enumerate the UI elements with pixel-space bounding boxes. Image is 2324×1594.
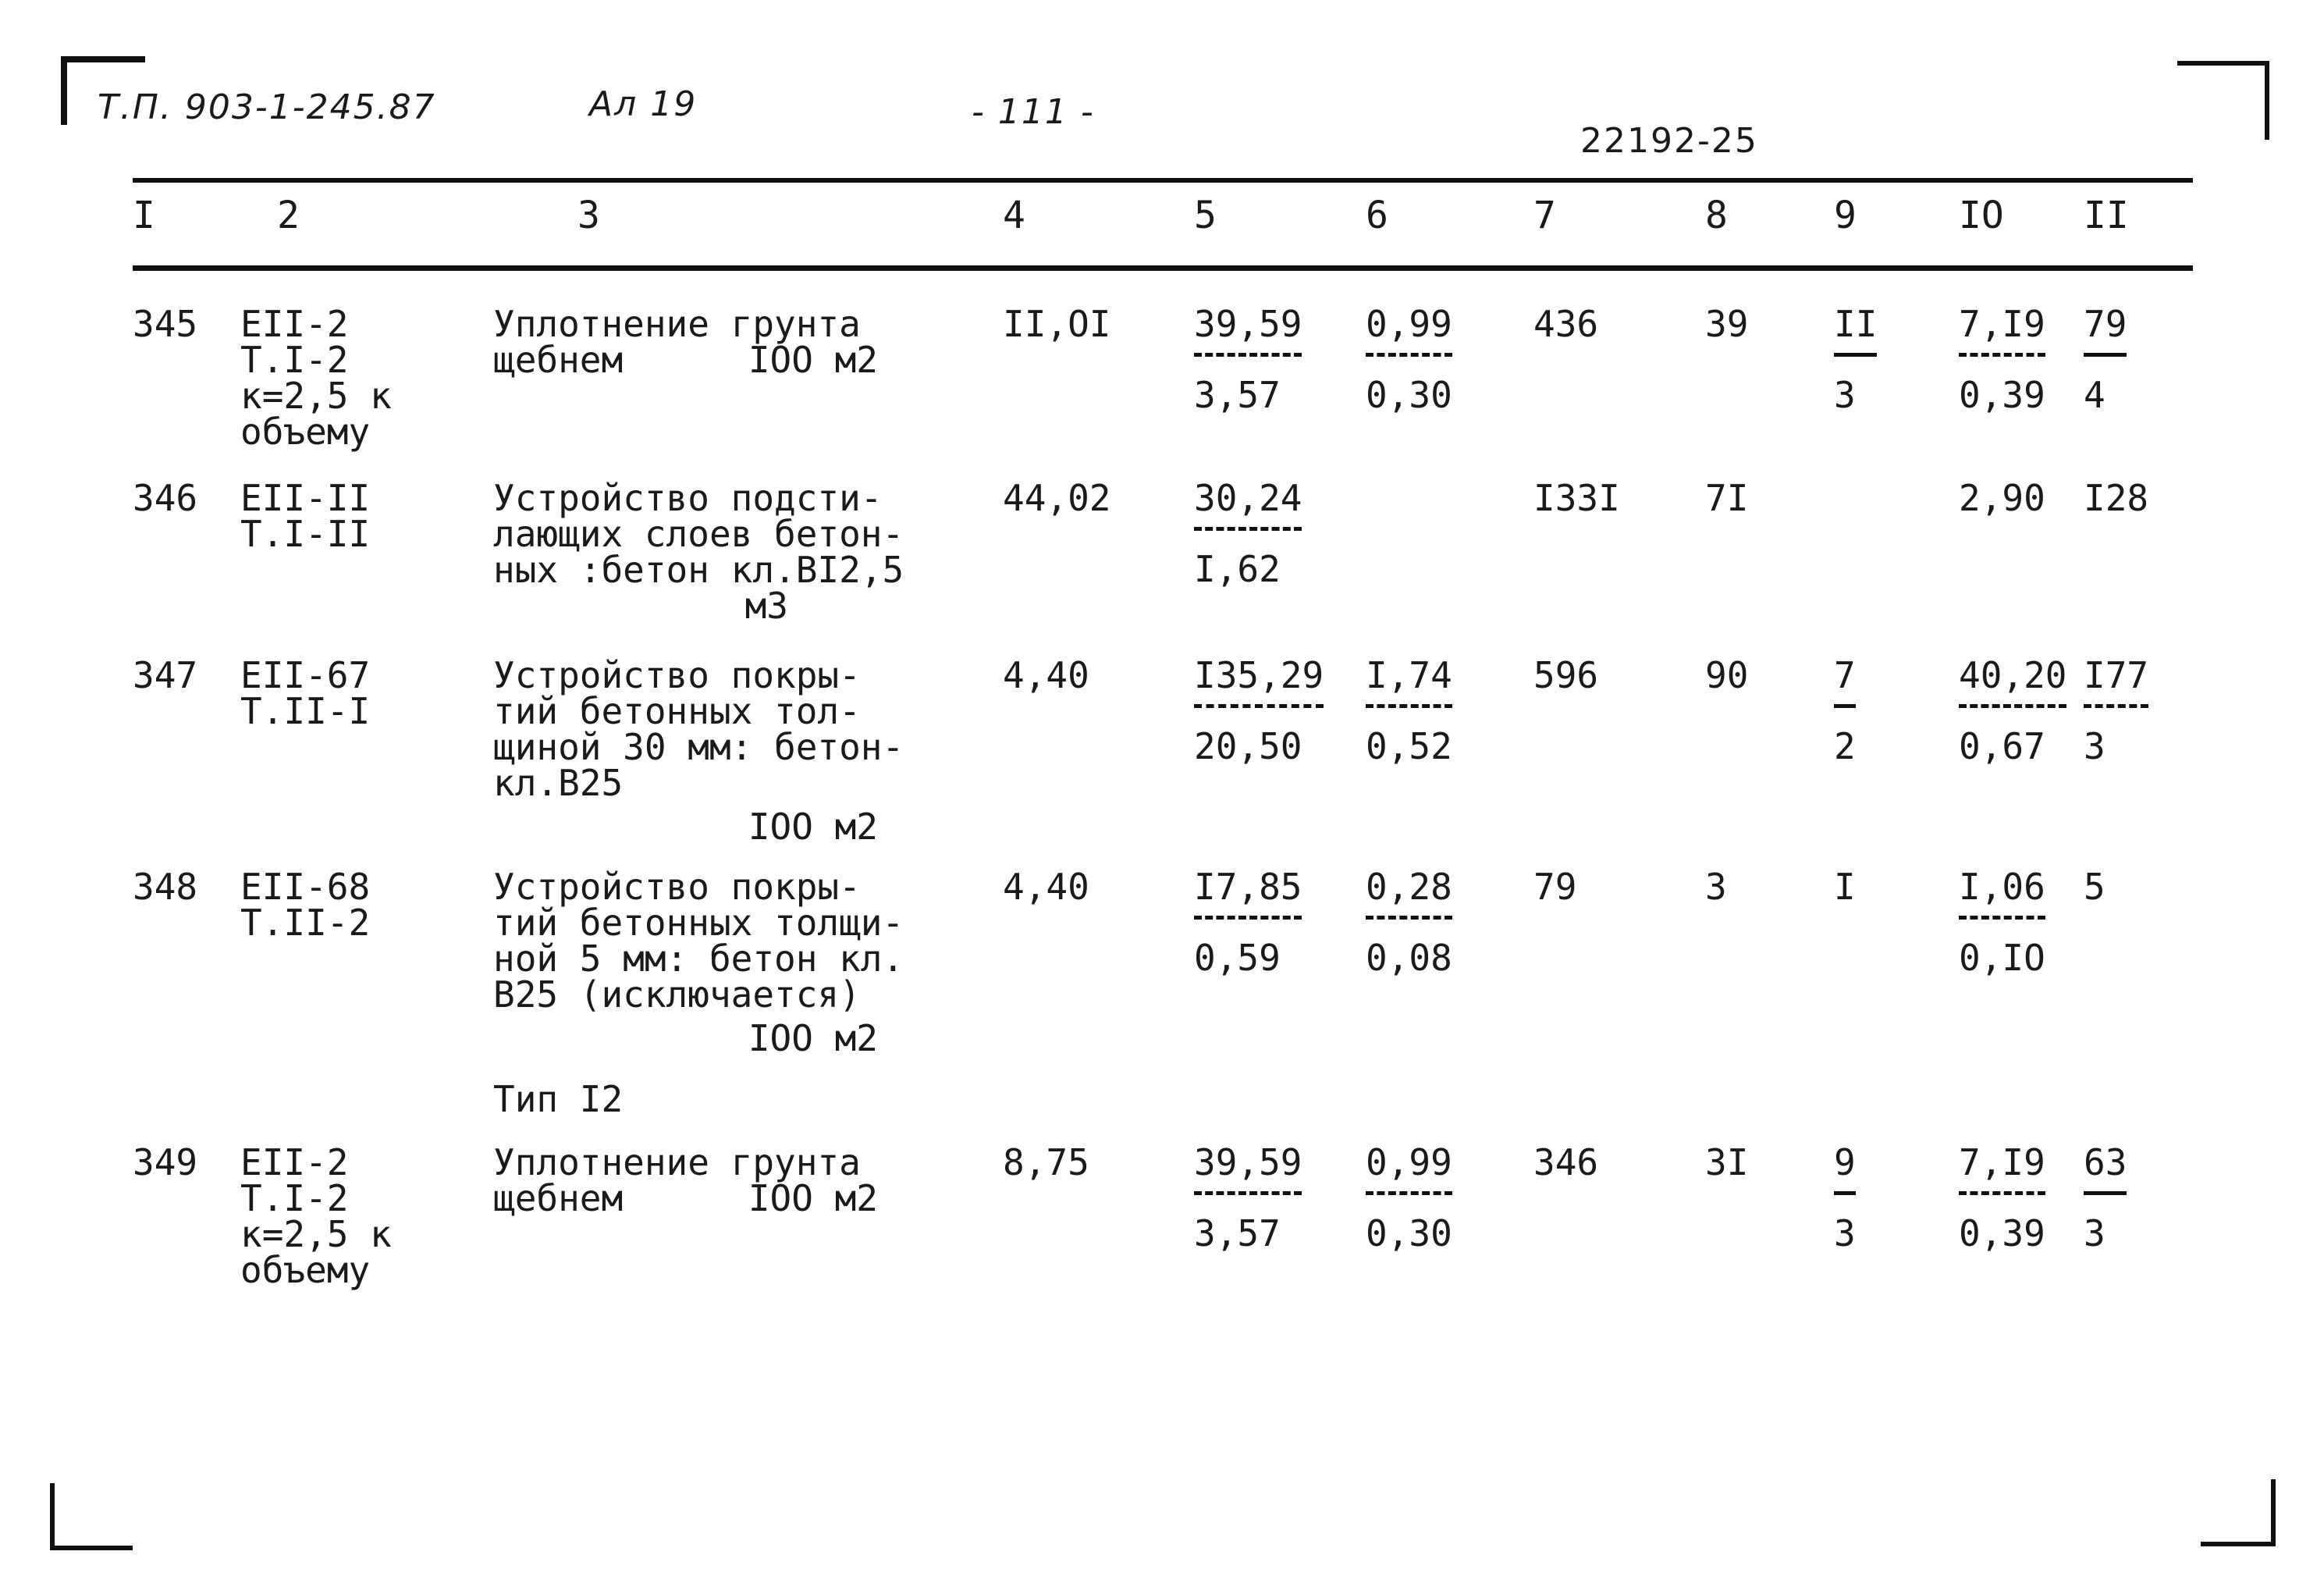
frame-corner-bottom-right bbox=[2201, 1479, 2276, 1546]
cell-c5-fraction bbox=[1194, 654, 1324, 767]
work-description-line: лающих слоев бетон- bbox=[493, 513, 904, 555]
type-label: Тип I2 bbox=[493, 1078, 624, 1120]
cell-c11-fraction bbox=[2084, 1141, 2127, 1254]
fraction-bar bbox=[1366, 916, 1452, 924]
column-number-7: 7 bbox=[1533, 194, 1556, 237]
norm-code-line: ЕII-68 bbox=[240, 866, 371, 908]
norm-code-line: Т.I-2 bbox=[240, 339, 349, 381]
work-description-line: щебнем bbox=[493, 1177, 624, 1219]
work-description-line: Устройство покры- bbox=[493, 654, 861, 696]
column-number-6: 6 bbox=[1366, 194, 1388, 237]
cell-c4: 4,40 bbox=[1003, 654, 1089, 696]
cell-c8: 3I bbox=[1705, 1141, 1749, 1183]
cell-c10-top: I,06 bbox=[1959, 866, 2045, 908]
work-description-line: тий бетонных толщи- bbox=[493, 902, 904, 944]
cell-c11-bottom: 3 bbox=[2084, 1212, 2105, 1254]
cell-c4: 4,40 bbox=[1003, 866, 1089, 908]
row-number: 347 bbox=[133, 654, 198, 696]
cell-c10-top: 7,I9 bbox=[1959, 1141, 2045, 1183]
fraction-bar bbox=[1194, 1191, 1302, 1200]
norm-code-line: к=2,5 к bbox=[240, 375, 392, 417]
cell-c7: I33I bbox=[1533, 477, 1620, 519]
column-number-5: 5 bbox=[1194, 194, 1217, 237]
fraction-bar bbox=[1194, 353, 1302, 361]
cell-c4: II,OI bbox=[1003, 303, 1111, 345]
frame-corner-bottom-left bbox=[50, 1483, 133, 1550]
cell-c5-top: 39,59 bbox=[1194, 1141, 1302, 1183]
fraction-bar bbox=[1194, 704, 1324, 713]
column-number-1: I bbox=[133, 194, 155, 237]
cell-c5-top: 30,24 bbox=[1194, 477, 1302, 519]
norm-code-line: объему bbox=[240, 411, 371, 453]
cell-c9-bottom: 2 bbox=[1834, 725, 1856, 767]
row-number: 345 bbox=[133, 303, 198, 345]
cell-c11-fraction bbox=[2084, 654, 2149, 767]
row-number: 346 bbox=[133, 477, 198, 519]
column-number-10: IO bbox=[1959, 194, 2004, 237]
fraction-bar bbox=[1194, 916, 1302, 924]
column-number-4: 4 bbox=[1003, 194, 1025, 237]
cell-c9-bottom: 3 bbox=[1834, 1212, 1856, 1254]
work-description-line: Устройство подсти- bbox=[493, 477, 883, 519]
norm-code-line: ЕII-2 bbox=[240, 303, 349, 345]
column-number-9: 9 bbox=[1834, 194, 1857, 237]
cell-c10: 2,90 bbox=[1959, 477, 2045, 519]
cell-c5-bottom: I,62 bbox=[1194, 548, 1281, 590]
fraction-bar bbox=[1194, 527, 1302, 535]
work-description-line: В25 (исключается) bbox=[493, 973, 861, 1016]
fraction-bar bbox=[2084, 353, 2127, 361]
cell-c6-fraction bbox=[1366, 866, 1452, 979]
cell-c8: 39 bbox=[1705, 303, 1749, 345]
cell-c10-top: 40,20 bbox=[1959, 654, 2067, 696]
fraction-bar bbox=[1834, 353, 1877, 361]
cell-c6-bottom: 0,08 bbox=[1366, 937, 1452, 979]
cell-c6-bottom: 0,30 bbox=[1366, 1212, 1452, 1254]
cell-c5-fraction bbox=[1194, 477, 1302, 590]
cell-c7: 596 bbox=[1533, 654, 1599, 696]
cell-c6-top: 0,99 bbox=[1366, 303, 1452, 345]
cell-c5-bottom: 3,57 bbox=[1194, 374, 1281, 416]
fraction-bar bbox=[1366, 353, 1452, 361]
cell-c10-fraction bbox=[1959, 1141, 2045, 1254]
cell-c9: I bbox=[1834, 866, 1856, 908]
cell-c11-bottom: 3 bbox=[2084, 725, 2105, 767]
fraction-bar bbox=[2084, 1191, 2127, 1200]
cell-c9-bottom: 3 bbox=[1834, 374, 1856, 416]
cell-c9-top: II bbox=[1834, 303, 1878, 345]
cell-c6-top: I,74 bbox=[1366, 654, 1452, 696]
cell-c8: 7I bbox=[1705, 477, 1749, 519]
norm-code-line: к=2,5 к bbox=[240, 1213, 392, 1255]
cell-c5-fraction bbox=[1194, 1141, 1302, 1254]
album-number: Ал 19 bbox=[589, 84, 698, 124]
cell-c10-bottom: 0,39 bbox=[1959, 1212, 2045, 1254]
work-description-line: ных :бетон кл.ВI2,5 bbox=[493, 549, 904, 591]
cell-c11-top: 63 bbox=[2084, 1141, 2127, 1183]
unit-of-measure: IOO м2 bbox=[748, 1177, 878, 1219]
work-description-line: щиной 30 мм: бетон- bbox=[493, 726, 904, 768]
cell-c6-fraction bbox=[1366, 654, 1452, 767]
work-description-line: тий бетонных тол- bbox=[493, 690, 861, 732]
cell-c8: 3 bbox=[1705, 866, 1727, 908]
norm-code-line: Т.I-2 bbox=[240, 1177, 349, 1219]
page-number: - 111 - bbox=[972, 92, 1095, 132]
cell-c4: 44,02 bbox=[1003, 477, 1111, 519]
work-description-line: Уплотнение грунта bbox=[493, 1141, 861, 1183]
cell-c10-bottom: 0,39 bbox=[1959, 374, 2045, 416]
fraction-bar bbox=[1834, 704, 1856, 713]
cell-c7: 346 bbox=[1533, 1141, 1599, 1183]
cell-c10-bottom: 0,IO bbox=[1959, 937, 2045, 979]
cell-c4: 8,75 bbox=[1003, 1141, 1089, 1183]
frame-corner-top-right bbox=[2177, 61, 2269, 140]
cell-c10-fraction bbox=[1959, 303, 2045, 416]
cell-c11-fraction bbox=[2084, 303, 2127, 416]
fraction-bar bbox=[1366, 1191, 1452, 1200]
cell-c5-bottom: 3,57 bbox=[1194, 1212, 1281, 1254]
cell-c5-top: 39,59 bbox=[1194, 303, 1302, 345]
header-top-rule bbox=[133, 178, 2193, 183]
fraction-bar bbox=[1959, 916, 2045, 924]
cell-c6-bottom: 0,30 bbox=[1366, 374, 1452, 416]
cell-c9-top: 7 bbox=[1834, 654, 1856, 696]
norm-code-line: Т.II-2 bbox=[240, 902, 371, 944]
cell-c7: 79 bbox=[1533, 866, 1577, 908]
fraction-bar bbox=[1366, 704, 1452, 713]
fraction-bar bbox=[1959, 1191, 2045, 1200]
work-description-line: Уплотнение грунта bbox=[493, 303, 861, 345]
cell-c5-fraction bbox=[1194, 303, 1302, 416]
cell-c7: 436 bbox=[1533, 303, 1599, 345]
unit-of-measure: м3 bbox=[744, 585, 788, 627]
norm-code-line: Т.I-II bbox=[240, 513, 371, 555]
cell-c6-bottom: 0,52 bbox=[1366, 725, 1452, 767]
column-number-3: 3 bbox=[577, 194, 600, 237]
unit-of-measure: IOO м2 bbox=[748, 339, 878, 381]
fraction-bar bbox=[1959, 353, 2045, 361]
cell-c6-top: 0,28 bbox=[1366, 866, 1452, 908]
norm-code-line: объему bbox=[240, 1249, 371, 1291]
cell-c9-fraction bbox=[1834, 303, 1878, 416]
norm-code-line: ЕII-2 bbox=[240, 1141, 349, 1183]
cell-c5-bottom: 0,59 bbox=[1194, 937, 1281, 979]
cell-c11: I28 bbox=[2084, 477, 2149, 519]
cell-c5-bottom: 20,50 bbox=[1194, 725, 1302, 767]
cell-c5-top: I7,85 bbox=[1194, 866, 1302, 908]
work-description-line: кл.В25 bbox=[493, 762, 624, 804]
cell-c11-bottom: 4 bbox=[2084, 374, 2105, 416]
doc-code: Т.П. 903-1-245.87 bbox=[98, 87, 436, 127]
cell-c9-top: 9 bbox=[1834, 1141, 1856, 1183]
unit-of-measure: IOO м2 bbox=[748, 1017, 878, 1059]
cell-c11: 5 bbox=[2084, 866, 2105, 908]
cell-c10-fraction bbox=[1959, 866, 2045, 979]
fraction-bar bbox=[2084, 704, 2148, 713]
cell-c11-top: I77 bbox=[2084, 654, 2149, 696]
cell-c6-top: 0,99 bbox=[1366, 1141, 1452, 1183]
header-bottom-rule bbox=[133, 265, 2193, 271]
row-number: 349 bbox=[133, 1141, 198, 1183]
cell-c10-top: 7,I9 bbox=[1959, 303, 2045, 345]
fraction-bar bbox=[1959, 704, 2066, 713]
column-number-2: 2 bbox=[277, 194, 300, 237]
unit-of-measure: IOO м2 bbox=[748, 806, 878, 848]
cell-c9-fraction bbox=[1834, 654, 1856, 767]
cell-c6-fraction bbox=[1366, 303, 1452, 416]
fraction-bar bbox=[1834, 1191, 1856, 1200]
row-number: 348 bbox=[133, 866, 198, 908]
cell-c8: 90 bbox=[1705, 654, 1749, 696]
column-number-8: 8 bbox=[1705, 194, 1728, 237]
sheet-code: 22192-25 bbox=[1580, 121, 1758, 161]
work-description-line: ной 5 мм: бетон кл. bbox=[493, 938, 904, 980]
norm-code-line: ЕII-II bbox=[240, 477, 371, 519]
cell-c11-top: 79 bbox=[2084, 303, 2127, 345]
column-number-11: II bbox=[2084, 194, 2129, 237]
cell-c5-fraction bbox=[1194, 866, 1302, 979]
cell-c10-bottom: 0,67 bbox=[1959, 725, 2045, 767]
norm-code-line: Т.II-I bbox=[240, 690, 371, 732]
norm-code-line: ЕII-67 bbox=[240, 654, 371, 696]
cell-c10-fraction bbox=[1959, 654, 2067, 767]
work-description-line: Устройство покры- bbox=[493, 866, 861, 908]
cell-c5-top: I35,29 bbox=[1194, 654, 1324, 696]
cell-c9-fraction bbox=[1834, 1141, 1856, 1254]
work-description-line: щебнем bbox=[493, 339, 624, 381]
cell-c6-fraction bbox=[1366, 1141, 1452, 1254]
